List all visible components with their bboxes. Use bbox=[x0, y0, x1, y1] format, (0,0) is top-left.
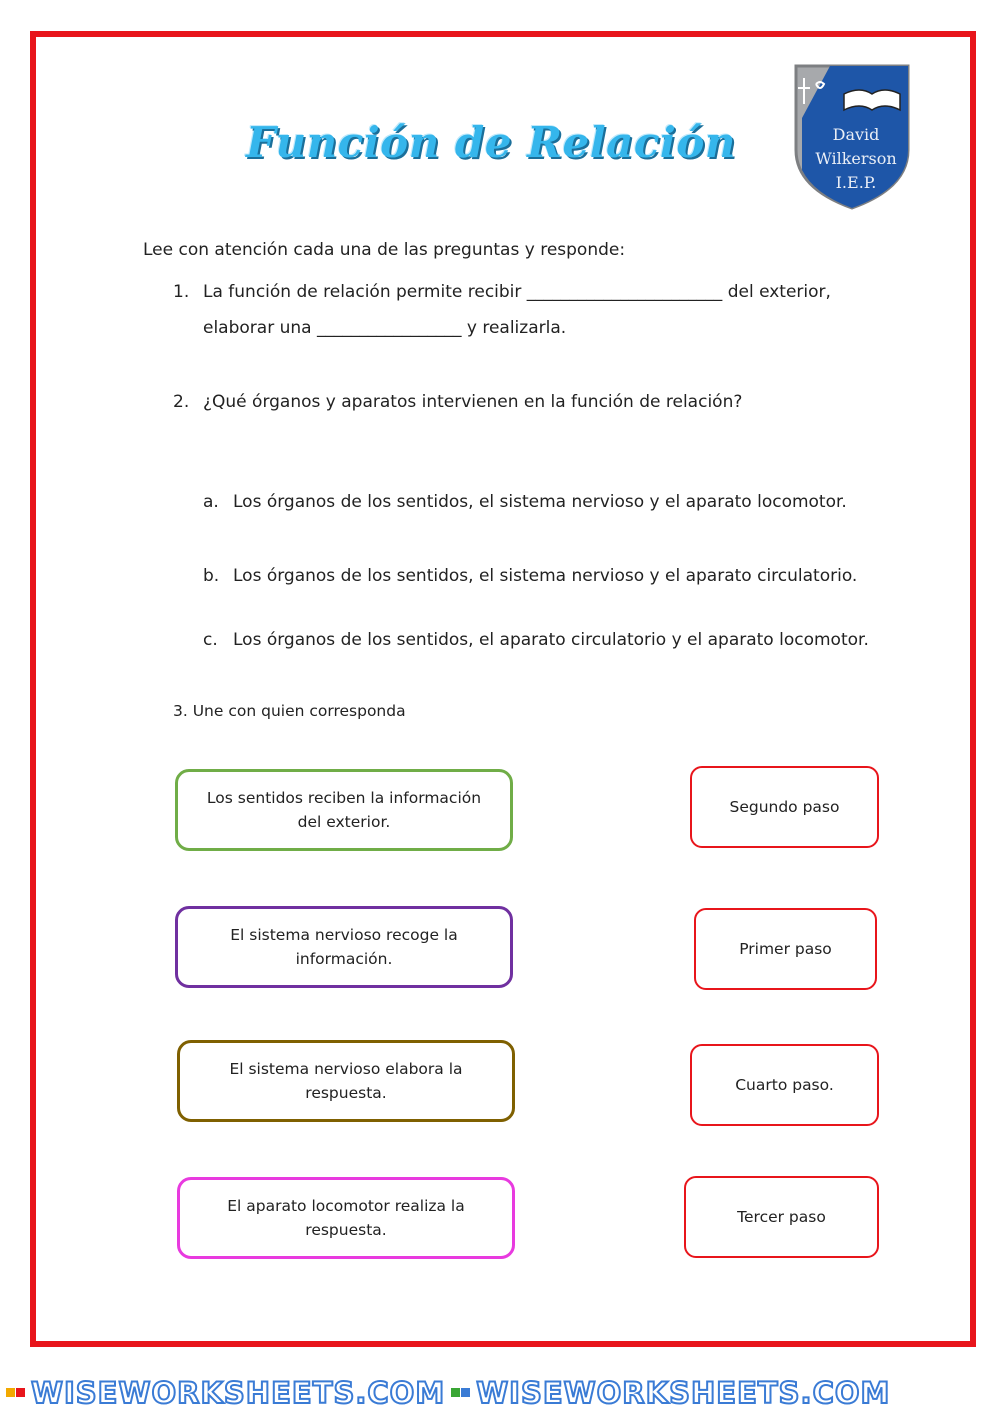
match-left-item-2[interactable]: El sistema nervioso recoge la información. bbox=[175, 906, 513, 988]
instructions: Lee con atención cada una de las preguntas y responde: bbox=[143, 240, 626, 260]
option-c-text[interactable]: Los órganos de los sentidos, el aparato circulatorio y el aparato locomotor. bbox=[233, 630, 869, 650]
page-border bbox=[30, 31, 976, 1347]
worksheet-title: Función de Relación bbox=[246, 118, 736, 167]
option-c-letter: c. bbox=[203, 630, 218, 650]
option-a-text[interactable]: Los órganos de los sentidos, el sistema nervioso y el aparato locomotor. bbox=[233, 492, 847, 512]
logo-line-1: David bbox=[832, 125, 880, 144]
option-b-letter: b. bbox=[203, 566, 220, 586]
question-1-number: 1. bbox=[173, 282, 190, 302]
brand-logo-icon bbox=[6, 1388, 25, 1397]
school-logo-shield bbox=[790, 58, 914, 212]
logo-line-3: I.E.P. bbox=[835, 173, 877, 192]
option-b-text[interactable]: Los órganos de los sentidos, el sistema nervioso y el aparato circulatorio. bbox=[233, 566, 858, 586]
match-left-item-1[interactable]: Los sentidos reciben la información del exterior. bbox=[175, 769, 513, 851]
match-right-item-1[interactable]: Segundo paso bbox=[690, 766, 879, 848]
brand-logo-icon bbox=[451, 1388, 470, 1397]
brand-text-2: WISEWORKSHEETS.COM bbox=[476, 1375, 891, 1410]
question-2-text: ¿Qué órganos y aparatos intervienen en la función de relación? bbox=[203, 392, 743, 412]
question-3-text: 3. Une con quien corresponda bbox=[173, 702, 406, 720]
option-a-letter: a. bbox=[203, 492, 219, 512]
match-right-item-3[interactable]: Cuarto paso. bbox=[690, 1044, 879, 1126]
brand-text-1: WISEWORKSHEETS.COM bbox=[31, 1375, 446, 1410]
footer-watermark bbox=[0, 1372, 1000, 1413]
match-right-item-2[interactable]: Primer paso bbox=[694, 908, 877, 990]
match-left-item-4[interactable]: El aparato locomotor realiza la respuesta. bbox=[177, 1177, 515, 1259]
question-2-number: 2. bbox=[173, 392, 190, 412]
logo-line-2: Wilkerson bbox=[815, 149, 897, 168]
match-left-item-3[interactable]: El sistema nervioso elabora la respuesta. bbox=[177, 1040, 515, 1122]
question-1-line-2: elaborar una _________________ y realizarla. bbox=[203, 318, 567, 338]
match-right-item-4[interactable]: Tercer paso bbox=[684, 1176, 879, 1258]
question-1-line-1: La función de relación permite recibir _______________________ del exterior, bbox=[203, 282, 831, 302]
